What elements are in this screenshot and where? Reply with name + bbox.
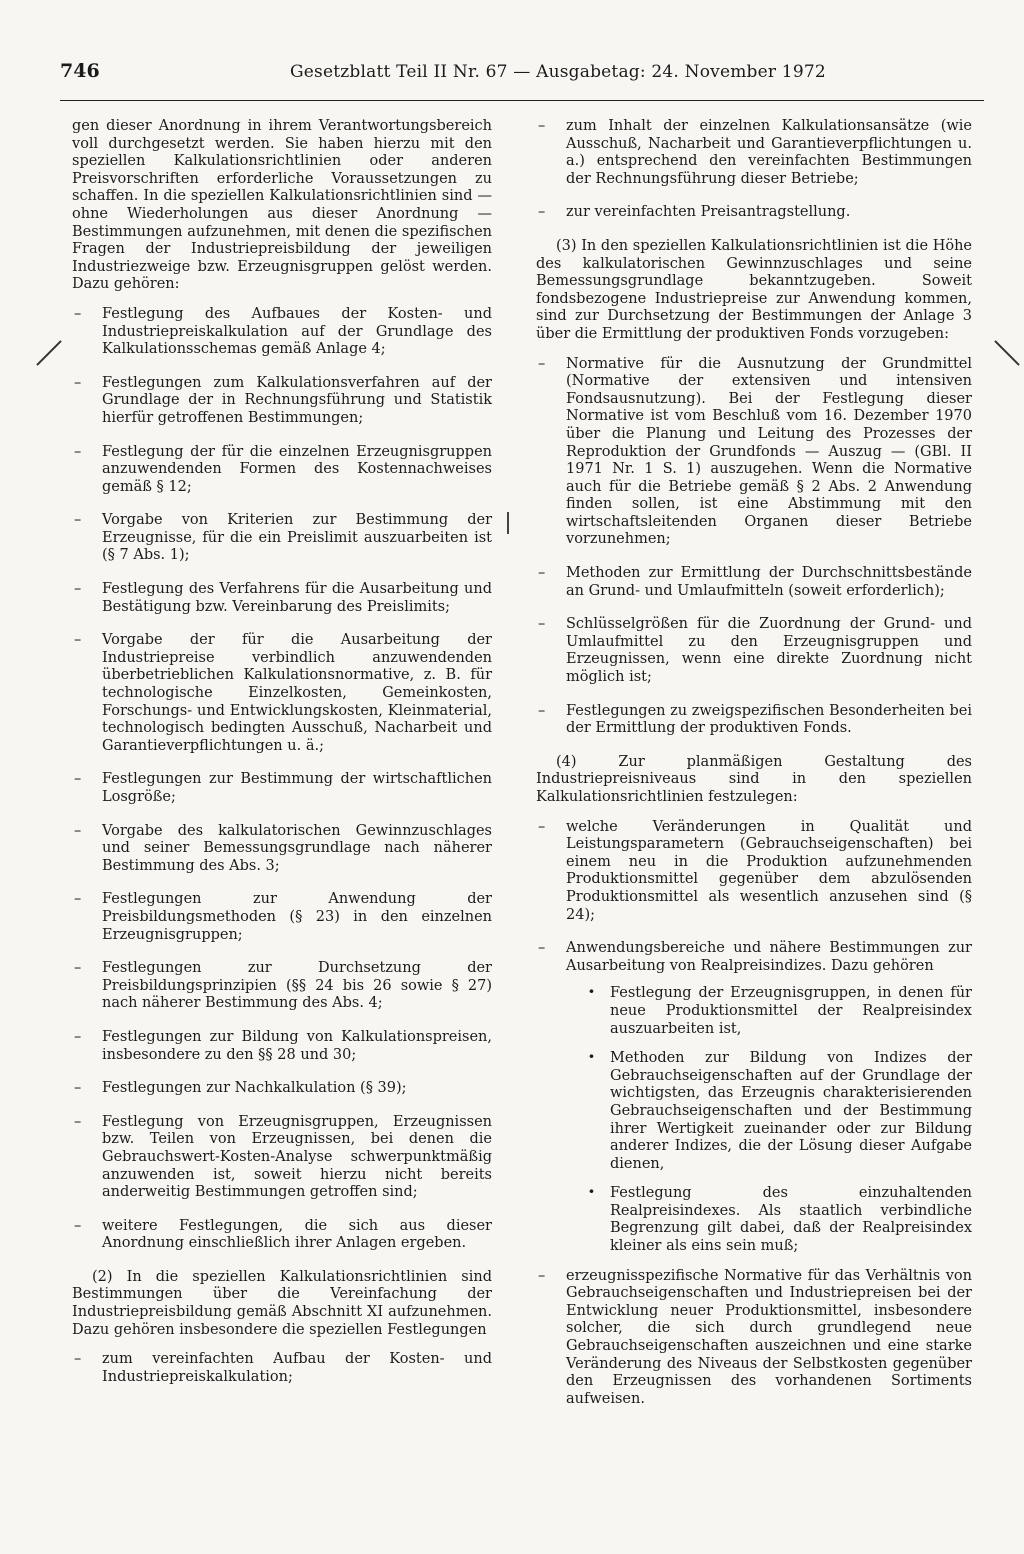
sub-list [586,985,972,1255]
list-item: – Festlegungen zur Bildung von Kalkulationspreisen, insbesondere zu den §§ 28 und 30; [72,1029,492,1064]
right-list-3 [536,356,972,738]
list-item: – Festlegungen zur Durchsetzung der Preisbildungsprinzipien (§§ 24 bis 26 sowie § 27) nach näherer Bestimmung des Abs. 4; [72,960,492,1013]
sub-list-item: · Methoden zur Bildung von Indizes der Gebrauchseigenschaften auf der Grundlage der wichtigsten, das Erzeugnis charakterisierenden Gebrauchseigenschaften und der Bestimmung ihrer Wertigkeit zueinander oder zur Bildung anderer Indizes, die der Lösung dieser Aufgabe dienen, [586,1050,972,1173]
list-item: – Festlegung des Aufbaues der Kosten- und Industriepreiskalkulation auf der Grundlage des Kalkulationsschemas gemäß Anlage 4; [72,306,492,359]
paragraph-4: (4) Zur planmäßigen Gestaltung des Industriepreisniveaus sind in den speziellen Kalkulationsrichtlinien festzulegen: [536,753,972,805]
list-item: – weitere Festlegungen, die sich aus dieser Anordnung einschließlich ihrer Anlagen ergeben. [72,1218,492,1253]
list-item: – Festlegungen zur Bestimmung der wirtschaftlichen Losgröße; [72,771,492,806]
right-column [536,118,972,1424]
list-item [536,940,972,1256]
list-item: – Festlegung der für die einzelnen Erzeugnisgruppen anzuwendenden Formen des Kostennachweises gemäß § 12; [72,444,492,497]
list-item: – Methoden zur Ermittlung der Durchschnittsbestände an Grund- und Umlaufmitteln (soweit erforderlich); [536,565,972,600]
list-item: – Festlegungen zur Anwendung der Preisbildungsmethoden (§ 23) in den einzelnen Erzeugnisgruppen; [72,891,492,944]
list-item: – Festlegung von Erzeugnisgruppen, Erzeugnissen bzw. Teilen von Erzeugnissen, bei denen die Gebrauchswert-Kosten-Analyse schwerpunktmäßig anzuwenden ist, soweit hierzu nicht bereits anderweitig Bestimmungen getroffen sind; [72,1114,492,1202]
margin-mark-right [994,340,1019,365]
page-number: 746 [60,60,100,82]
list-item: – Festlegung des Verfahrens für die Ausarbeitung und Bestätigung bzw. Vereinbarung des Preislimits; [72,581,492,616]
paragraph-2: (2) In die speziellen Kalkulationsrichtlinien sind Bestimmungen über die Vereinfachung der Industriepreisbildung gemäß Abschnitt XI aufzunehmen. Dazu gehören insbesondere die speziellen Festlegungen [72,1268,492,1338]
list-item: – erzeugnisspezifische Normative für das Verhältnis von Gebrauchseigenschaften und Industriepreisen bei der Entwicklung neuer Produktionsmittel, insbesondere solcher, die sich durch grundlegend neue Gebrauchseigenschaften auszeichnen und eine starke Veränderung des Niveaus der Selbstkosten gegenüber den Erzeugnissen des vorhandenen Sortiments aufweisen. [536,1268,972,1409]
list-item: – Normative für die Ausnutzung der Grundmittel (Normative der extensiven und intensiven Fondsausnutzung). Bei der Festlegung dieser Normative ist vom Beschluß vom 16. Dezember 1970 über die Planung und Leitung des Prozesses der Reproduktion der Grundfonds — Auszug — (GBl. II 1971 Nr. 1 S. 1) auszugehen. Wenn die Normative auch für die Betriebe gemäß § 2 Abs. 2 Anwendung finden sollen, ist eine Abstimmung mit den wirtschaftsleitenden Organen dieser Betriebe vorzunehmen; [536,356,972,550]
sub-list-item: · Festlegung der Erzeugnisgruppen, in denen für neue Produktionsmittel der Realpreisindex auszuarbeiten ist, [586,985,972,1038]
list-item-text: Anwendungsbereiche und nähere Bestimmungen zur Ausarbeitung von Realpreisindizes. Dazu gehören [566,940,972,974]
left-list-2 [72,1351,492,1386]
intro-paragraph: gen dieser Anordnung in ihrem Verantwortungsbereich voll durchgesetzt werden. Sie haben hierzu mit den speziellen Kalkulationsrichtlinien oder anderen Preisvorschriften erforderliche Voraussetzungen zu schaffen. In die speziellen Kalkulationsrichtlinien sind — ohne Wiederholungen aus dieser Anordnung — Bestimmungen aufzunehmen, mit denen die spezifischen Fragen der Industriepreisbildung der jeweiligen Industriezweige bzw. Erzeugnisgruppen gelöst werden. Dazu gehören: [72,118,492,293]
list-item: – Schlüsselgrößen für die Zuordnung der Grund- und Umlaufmittel zu den Erzeugnisgruppen und Erzeugnissen, wenn eine direkte Zuordnung nicht möglich ist; [536,616,972,686]
list-item: – zum vereinfachten Aufbau der Kosten- und Industriepreiskalkulation; [72,1351,492,1386]
list-item: – Festlegungen zu zweigspezifischen Besonderheiten bei der Ermittlung der produktiven Fonds. [536,703,972,738]
list-item: – Vorgabe der für die Ausarbeitung der Industriepreise verbindlich anzuwendenden überbetrieblichen Kalkulationsnormative, z. B. für technologische Einzelkosten, Gemeinkosten, Forschungs- und Entwicklungskosten, Kleinmaterial, technologisch bedingten Ausschuß, Nacharbeit und Garantieverpflichtungen u. ä.; [72,632,492,755]
page-header [60,60,984,101]
paragraph-3: (3) In den speziellen Kalkulationsrichtlinien ist die Höhe des kalkulatorischen Gewinnzuschlages und seine Bemessungsgrundlage bekanntzugeben. Soweit fondsbezogene Industriepreise zur Anwendung kommen, sind zur Durchsetzung der Bestimmungen der Anlage 3 über die Ermittlung der produktiven Fonds vorzugeben: [536,237,972,342]
list-item: – zum Inhalt der einzelnen Kalkulationsansätze (wie Ausschuß, Nacharbeit und Garantieverpflichtungen u. a.) entsprechend den vereinfachten Bestimmungen der Rechnungsführung dieser Betriebe; [536,118,972,188]
list-item: – welche Veränderungen in Qualität und Leistungsparametern (Gebrauchseigenschaften) bei einem neu in die Produktion aufzunehmenden Produktionsmittel gegenüber dem abzulösenden Produktionsmittel als wesentlich anzusehen sind (§ 24); [536,819,972,925]
sub-list-item: · Festlegung des einzuhaltenden Realpreisindexes. Als staatlich verbindliche Begrenzung gilt dabei, daß der Realpreisindex kleiner als eins sein muß; [586,1185,972,1255]
margin-mark-left [36,340,61,365]
list-item: – Vorgabe des kalkulatorischen Gewinnzuschlages und seiner Bemessungsgrundlage nach näherer Bestimmung des Abs. 3; [72,823,492,876]
list-item: – Festlegungen zur Nachkalkulation (§ 39); [72,1080,492,1098]
list-item: – Vorgabe von Kriterien zur Bestimmung der Erzeugnisse, für die ein Preislimit auszuarbeiten ist (§ 7 Abs. 1); [72,512,492,565]
list-item: – Festlegungen zum Kalkulationsverfahren auf der Grundlage der in Rechnungsführung und Statistik hierfür getroffenen Bestimmungen; [72,375,492,428]
header-title: Gesetzblatt Teil II Nr. 67 — Ausgabetag: 24. November 1972 [290,62,826,82]
right-list-top [536,118,972,222]
left-column [72,118,492,1394]
list-item: – zur vereinfachten Preisantragstellung. [536,204,972,222]
left-list [72,306,492,1253]
margin-tick [507,512,509,534]
right-list-4 [536,819,972,1409]
